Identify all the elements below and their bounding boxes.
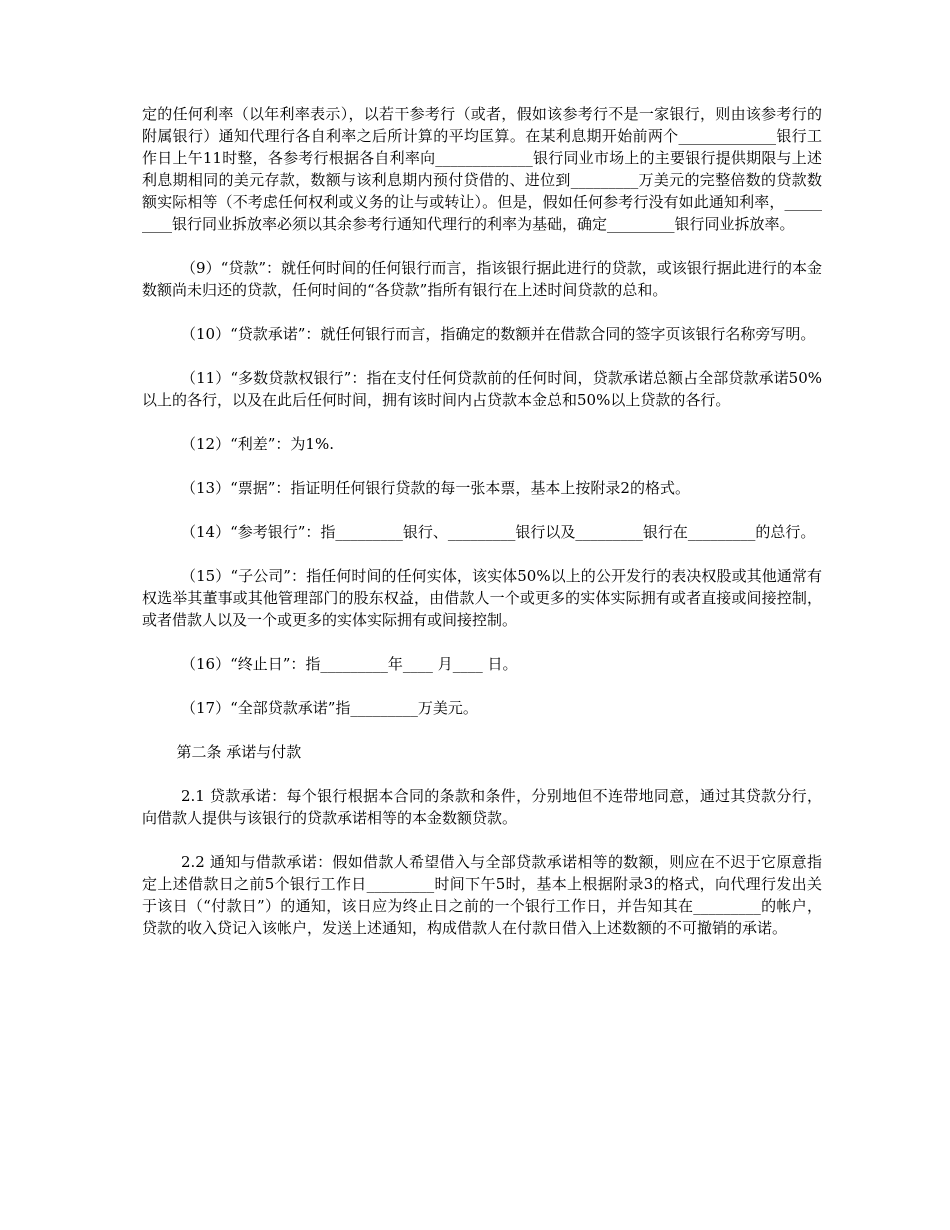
paragraph-definition-10-loan-commitment: （10）“贷款承诺”：就任何银行而言，指确定的数额并在借款合同的签字页该银行名称旁写明。 — [181, 325, 816, 343]
paragraph-definition-12-margin: （12）“利差”：为1%. — [181, 435, 334, 453]
paragraph-definition-9-loan: （9）“贷款”：就任何时间的任何银行而言，指该银行据此进行的贷款，或该银行据此进行的本金数额尚未归还的贷款，任何时间的“各贷款”指所有银行在上述时间贷款的总和。 — [142, 259, 822, 299]
document-page — [142, 103, 822, 961]
paragraph-definition-16-termination-date: （16）“终止日”：指_________年____ 月____ 日。 — [181, 655, 518, 673]
paragraph-definition-15-subsidiary: （15）“子公司”：指任何时间的任何实体，该实体50%以上的公开发行的表决权股或其他通常有权选举其董事或其他管理部门的股东权益，由借款人一个或更多的实体实际拥有或者直接或间接控制，或者借款人以及一个或更多的实体实际拥有或间接控制。 — [142, 567, 822, 629]
paragraph-definition-17-total-commitment: （17）“全部贷款承诺”指_________万美元。 — [181, 699, 478, 717]
paragraph-definition-13-note: （13）“票据”：指证明任何银行贷款的每一张本票，基本上按附录2的格式。 — [181, 479, 690, 497]
paragraph-2-1-loan-commitment: 2.1 贷款承诺：每个银行根据本合同的条款和条件，分别地但不连带地同意，通过其贷款分行，向借款人提供与该银行的贷款承诺相等的本金数额贷款。 — [142, 787, 822, 827]
paragraph-definition-continued: 定的任何利率（以年利率表示），以若干参考行（或者，假如该参考行不是一家银行，则由该参考行的附属银行）通知代理行各自利率之后所计算的平均匡算。在某利息期开始前两个_____________银行工作日上午11时整，各参考行根据各自利率向_____________银行同业市场上的主要银行提供期限与上述利息期相同的美元存款，数额与该利息期内预付贷借的、进位到_________万美元的完整倍数的贷款数额实际相等（不考虑任何权利或义务的让与或转让）。但是，假如任何参考行没有如此通知利率，_________银行同业拆放率必须以其余参考行通知代理行的利率为基础，确定_________银行同业拆放率。 — [142, 105, 822, 233]
paragraph-2-2-notice-and-borrowing: 2.2 通知与借款承诺：假如借款人希望借入与全部贷款承诺相等的数额，则应在不迟于它原意指定上述借款日之前5个银行工作日_________时间下午5时，基本上根据附录3的格式，向代理行发出关于该日（“付款日”）的通知，该日应为终止日之前的一个银行工作日，并告知其在_________的帐户，贷款的收入贷记入该帐户，发送上述通知，构成借款人在付款日借入上述数额的不可撤销的承诺。 — [142, 853, 822, 937]
section-heading-article-2: 第二条 承诺与付款 — [176, 743, 302, 761]
paragraph-definition-11-majority-banks: （11）“多数贷款权银行”：指在支付任何贷款前的任何时间，贷款承诺总额占全部贷款承诺50%以上的各行，以及在此后任何时间，拥有该时间内占贷款本金总和50%以上贷款的各行。 — [142, 369, 822, 409]
paragraph-definition-14-reference-banks: （14）“参考银行”：指_________银行、_________银行以及_________银行在_________的总行。 — [181, 523, 816, 541]
